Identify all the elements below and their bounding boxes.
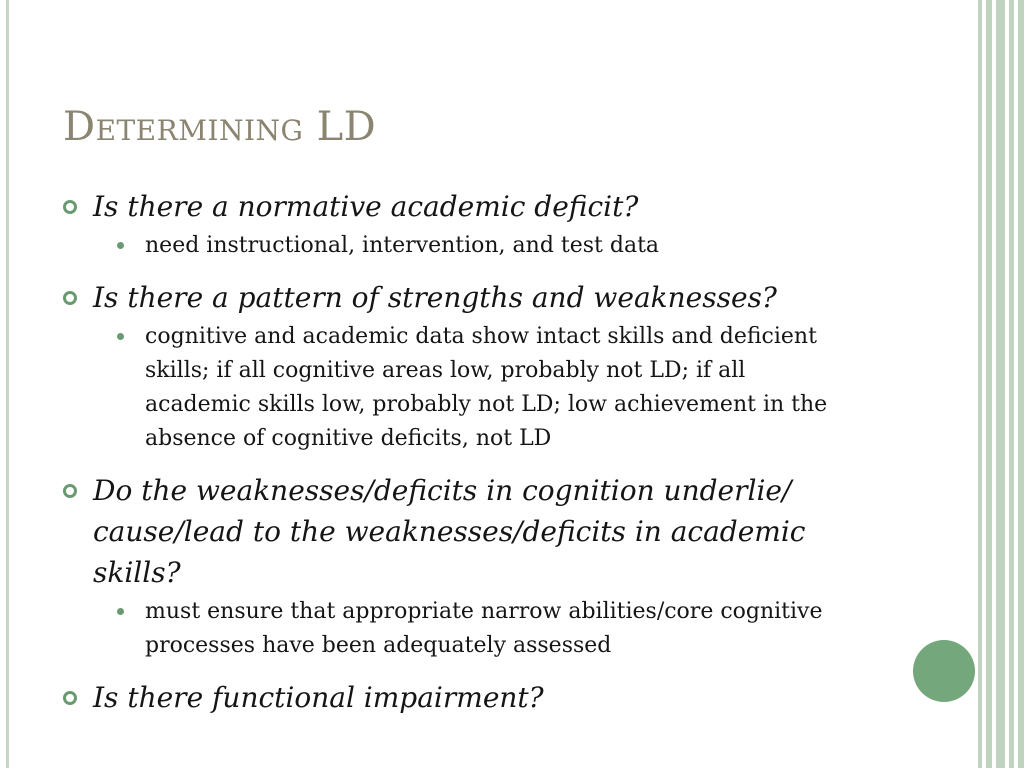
sub-bullet-item: [62, 595, 835, 663]
ring-bullet-icon: [63, 200, 77, 214]
bullet-list: [62, 186, 892, 718]
ring-bullet-icon: [63, 484, 77, 498]
slide-title: Determining LD: [63, 104, 377, 150]
bullet-item: [62, 677, 892, 718]
bullet-item: [62, 186, 892, 227]
bullet-text: Is there a normative academic deficit?: [93, 190, 639, 223]
bullet-item: [62, 277, 892, 318]
dot-bullet-icon: [117, 608, 124, 615]
left-border-rule: [6, 0, 9, 768]
right-decor-stripe: [1018, 0, 1024, 768]
right-decor-stripe: [1009, 0, 1014, 768]
bullet-text: Is there a pattern of strengths and weaknesses?: [93, 281, 777, 314]
sub-bullet-item: [62, 229, 892, 263]
dot-bullet-icon: [117, 333, 124, 340]
right-decor-stripe: [996, 0, 1005, 768]
right-decor-stripe: [986, 0, 992, 768]
ring-bullet-icon: [63, 291, 77, 305]
decorative-circle: [913, 640, 975, 702]
sub-bullet-item: [62, 320, 835, 456]
ring-bullet-icon: [63, 691, 77, 705]
sub-bullet-text: need instructional, intervention, and test data: [145, 233, 660, 258]
bullet-text: Is there functional impairment?: [93, 681, 544, 714]
bullet-text: Do the weaknesses/deficits in cognition underlie/ cause/lead to the weaknesses/deficits in academic skills?: [93, 474, 806, 589]
bullet-item: [62, 470, 853, 593]
sub-bullet-text: must ensure that appropriate narrow abilities/core cognitive processes have been adequately assessed: [145, 599, 823, 658]
right-decor-stripe: [978, 0, 982, 768]
sub-bullet-text: cognitive and academic data show intact skills and deficient skills; if all cognitive areas low, probably not LD; if all academic skills low, probably not LD; low achievement in the absence of cognitive deficits, not LD: [145, 324, 828, 451]
dot-bullet-icon: [117, 242, 124, 249]
